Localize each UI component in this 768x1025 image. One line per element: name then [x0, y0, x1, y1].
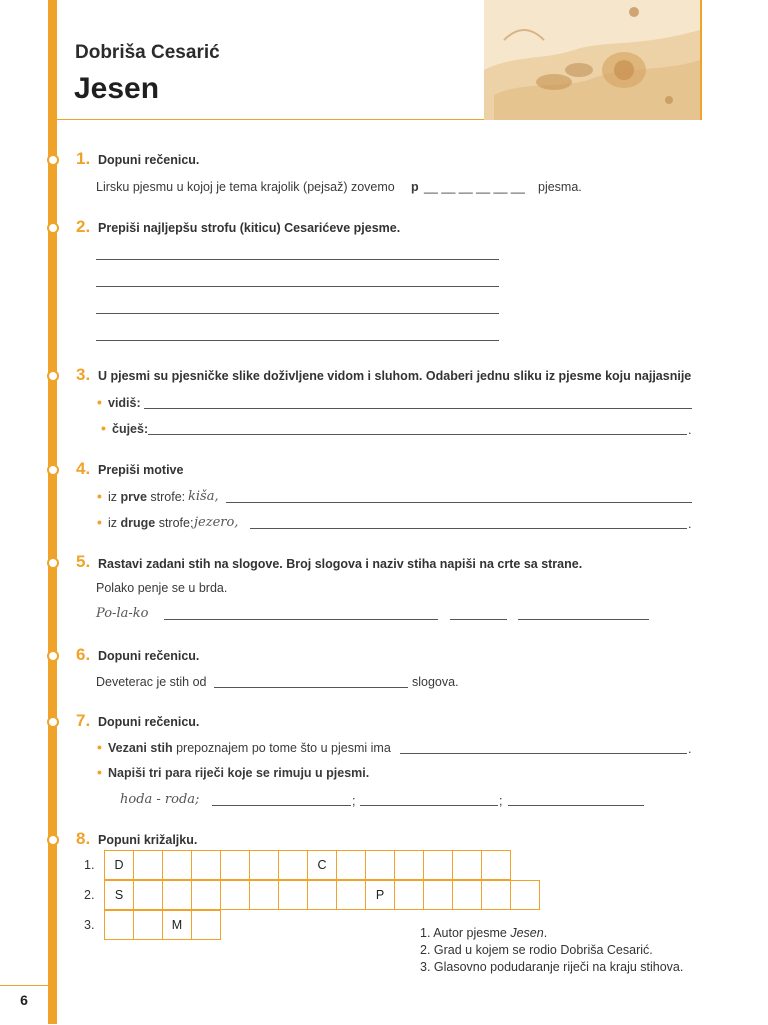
- question-marker: [47, 716, 59, 728]
- q6-before: Deveterac je stih od: [96, 675, 207, 689]
- crossword-cell[interactable]: [250, 851, 279, 880]
- crossword-cell[interactable]: M: [163, 911, 192, 940]
- crossword-cell[interactable]: [279, 851, 308, 880]
- q3-vidis-line[interactable]: [144, 408, 692, 409]
- bullet: •: [97, 764, 102, 780]
- crossword-cell[interactable]: [192, 911, 221, 940]
- q2-answer-line[interactable]: [96, 313, 499, 314]
- q6-after: slogova.: [412, 675, 459, 689]
- q5-handwritten: Po-la-ko: [96, 606, 149, 621]
- q7-number: 7.: [76, 711, 91, 730]
- q7-answer-line[interactable]: [400, 753, 687, 754]
- crossword-cell[interactable]: [424, 881, 453, 910]
- question-marker: [47, 557, 59, 569]
- q2-number: 2.: [76, 217, 91, 236]
- q7-handwritten: hoda - roda;: [120, 792, 200, 807]
- question-marker: [47, 222, 59, 234]
- crossword-cell[interactable]: [308, 881, 337, 910]
- crossword-cell[interactable]: [192, 851, 221, 880]
- crossword-cell[interactable]: [163, 851, 192, 880]
- crossword-cell[interactable]: D: [105, 851, 134, 880]
- q7-b2: Napiši tri para riječi koje se rimuju u pjesmi.: [108, 766, 370, 780]
- crossword-row-label: 2.: [84, 888, 95, 902]
- crossword-cell[interactable]: [192, 881, 221, 910]
- q5-syllables-line[interactable]: [164, 619, 438, 620]
- q2-answer-line[interactable]: [96, 286, 499, 287]
- question-marker: [47, 834, 59, 846]
- crossword-clue-2: 2. Grad u kojem se rodio Dobriša Cesarić.: [420, 943, 653, 957]
- bullet: •: [97, 739, 102, 755]
- crossword-cell[interactable]: [453, 851, 482, 880]
- q7-rhyme-line[interactable]: [508, 805, 644, 806]
- q6-answer-line[interactable]: [214, 687, 408, 688]
- q1-sentence: Lirsku pjesmu u kojoj je tema krajolik (pejsaž) zovemo: [96, 180, 395, 194]
- q5-prompt: Rastavi zadani stih na slogove. Broj slogova i naziv stiha napiši na crte sa strane.: [98, 557, 583, 571]
- q4-first-label: [108, 490, 185, 504]
- crossword-cell[interactable]: [511, 881, 540, 910]
- q6-number: 6.: [76, 645, 91, 664]
- q2-answer-line[interactable]: [96, 340, 499, 341]
- q1-letter-blanks[interactable]: __ __ __ __ __ __: [424, 180, 525, 194]
- q8-number: 8.: [76, 829, 91, 848]
- question-marker: [47, 464, 59, 476]
- crossword-cell[interactable]: [250, 881, 279, 910]
- crossword-cell[interactable]: [134, 881, 163, 910]
- q1-letter: p: [411, 180, 419, 194]
- crossword-cell[interactable]: [337, 851, 366, 880]
- q5-verse: Polako penje se u brda.: [96, 581, 228, 595]
- q8-prompt: Popuni križaljku.: [98, 833, 198, 847]
- q3-cujes-label: čuješ:: [112, 422, 149, 436]
- q4-first-line[interactable]: [226, 502, 692, 503]
- q4-second-bold: druge: [120, 516, 156, 530]
- crossword-cell[interactable]: [424, 851, 453, 880]
- q7-prompt: Dopuni rečenicu.: [98, 715, 200, 729]
- poem-title: Jesen: [74, 72, 160, 105]
- bullet: •: [97, 514, 102, 530]
- clue1-title: Jesen: [510, 926, 544, 940]
- q4-second-label: [108, 516, 193, 530]
- q4-first-handwritten: kiša,: [188, 489, 219, 504]
- q4-number: 4.: [76, 459, 91, 478]
- bullet: •: [97, 394, 102, 410]
- period: .: [688, 423, 692, 437]
- separator: ;: [499, 794, 503, 808]
- crossword-cell[interactable]: [163, 881, 192, 910]
- crossword-cell[interactable]: C: [308, 851, 337, 880]
- crossword-row-label: 1.: [84, 858, 95, 872]
- q4-second-post: strofe:: [155, 516, 194, 530]
- q3-number: 3.: [76, 365, 91, 384]
- crossword-cell[interactable]: P: [366, 881, 395, 910]
- crossword-cell[interactable]: [337, 881, 366, 910]
- crossword-clue-3: 3. Glasovno podudaranje riječi na kraju stihova.: [420, 960, 684, 974]
- question-marker: [47, 370, 59, 382]
- q3-cujes-line[interactable]: [148, 434, 687, 435]
- crossword-row-1: [104, 850, 511, 880]
- crossword-cell[interactable]: [482, 881, 511, 910]
- autumn-illustration: [484, 0, 702, 120]
- q1-number: 1.: [76, 149, 91, 168]
- crossword-cell[interactable]: [221, 881, 250, 910]
- q7-rhyme-line[interactable]: [212, 805, 351, 806]
- crossword-cell[interactable]: [134, 911, 163, 940]
- crossword-cell[interactable]: [453, 881, 482, 910]
- q2-answer-line[interactable]: [96, 259, 499, 260]
- q5-number: 5.: [76, 552, 91, 571]
- bullet: •: [101, 420, 106, 436]
- bullet: •: [97, 488, 102, 504]
- q2-prompt: Prepiši najljepšu strofu (kiticu) Cesarićeve pjesme.: [98, 221, 401, 235]
- period: .: [688, 517, 692, 531]
- crossword-cell[interactable]: [482, 851, 511, 880]
- crossword-clue-1: [420, 926, 547, 940]
- crossword-cell[interactable]: [395, 881, 424, 910]
- q1-after: pjesma.: [538, 180, 582, 194]
- q4-first-bold: prve: [120, 490, 147, 504]
- separator: ;: [352, 794, 356, 808]
- q4-first-post: strofe:: [146, 490, 186, 504]
- crossword-cell[interactable]: [395, 851, 424, 880]
- crossword-row-3: [104, 910, 221, 940]
- q5-verse-name-line[interactable]: [518, 619, 649, 620]
- period: .: [688, 742, 692, 756]
- q3-vidis-label: vidiš:: [108, 396, 141, 410]
- question-marker: [47, 154, 59, 166]
- q7-b1-text: prepoznajem po tome što u pjesmi ima: [172, 741, 391, 755]
- crossword-cell[interactable]: [134, 851, 163, 880]
- crossword-cell[interactable]: [279, 881, 308, 910]
- crossword-cell[interactable]: [366, 851, 395, 880]
- page-number: 6: [20, 992, 28, 1008]
- crossword-cell[interactable]: [221, 851, 250, 880]
- crossword-cell[interactable]: S: [105, 881, 134, 910]
- author-name: Dobriša Cesarić: [75, 42, 220, 63]
- question-marker: [47, 650, 59, 662]
- q5-count-line[interactable]: [450, 619, 507, 620]
- q1-prompt: Dopuni rečenicu.: [98, 153, 200, 167]
- q7-rhyme-line[interactable]: [360, 805, 498, 806]
- clue1-pre: 1. Autor pjesme: [420, 926, 511, 940]
- q4-second-line[interactable]: [250, 528, 687, 529]
- q4-second-handwritten: jezero,: [194, 515, 239, 530]
- crossword-cell[interactable]: [105, 911, 134, 940]
- q7-b1-bold: Vezani stih: [108, 741, 173, 755]
- q7-b1: [108, 741, 391, 755]
- q3-prompt: U pjesmi su pjesničke slike doživljene vidom i sluhom. Odaberi jednu sliku iz pjesme koju najjasnije: [98, 369, 692, 383]
- q6-prompt: Dopuni rečenicu.: [98, 649, 200, 663]
- q4-second-pre: iz: [108, 516, 121, 530]
- crossword-row-2: [104, 880, 540, 910]
- clue1-post: .: [543, 926, 548, 940]
- q4-prompt: Prepiši motive: [98, 463, 184, 477]
- q4-first-pre: iz: [108, 490, 121, 504]
- crossword-row-label: 3.: [84, 918, 95, 932]
